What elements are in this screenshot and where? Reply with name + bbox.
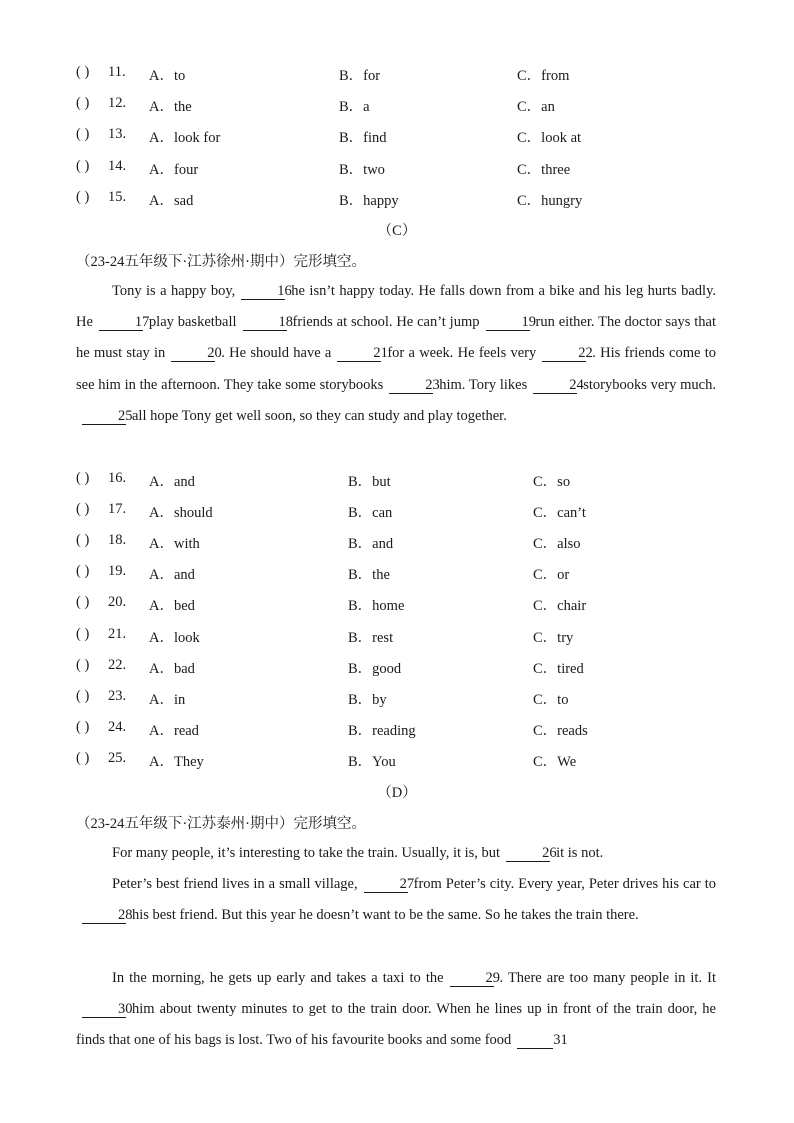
- option-a: A．read: [149, 723, 199, 739]
- blank-24[interactable]: 24: [533, 377, 577, 394]
- section-c-passage: Tony is a happy boy, 16he isn’t happy today. He falls down from a bike and his leg hurts badly. He 17play basketball 18friends at school. He can’t jump 19run either. The doctor says that he must stay in 20. He should have a 21for a week. He feels very 22. His friends come to see him in the afternoon. They take some storybooks 23him. Tory likes 24storybooks very much.25all hope Tony get well soon, so they can study and play together.: [76, 283, 716, 424]
- section-d-source: （23-24五年级下·江苏泰州·期中）完形填空。: [76, 816, 366, 832]
- blank-31[interactable]: 31: [517, 1032, 553, 1049]
- section-d-title: （D）: [377, 785, 417, 801]
- blank-16[interactable]: 16: [241, 283, 285, 300]
- blank-29[interactable]: 29: [450, 970, 494, 987]
- blank-20[interactable]: 20: [171, 345, 215, 362]
- option-c: C．try: [533, 630, 574, 646]
- blank-28[interactable]: 28: [82, 907, 126, 924]
- option-c: C．an: [517, 99, 555, 115]
- section-d-paragraph-2: Peter’s best friend lives in a small village, 27from Peter’s city. Every year, Peter drives his car to28his best friend. But this year he doesn’t want to be the same. So he takes the train there.: [76, 869, 716, 931]
- question-row: [76, 563, 736, 587]
- section-c-title: （C）: [377, 223, 417, 239]
- question-row: [76, 719, 736, 743]
- blank-19[interactable]: 19: [486, 314, 530, 331]
- option-c: C．also: [533, 536, 581, 552]
- option-c: C．from: [517, 68, 570, 84]
- option-c: C．tired: [533, 661, 584, 677]
- question-number: 15.: [108, 189, 127, 205]
- option-b: B．two: [339, 162, 385, 178]
- question-row: [76, 189, 736, 213]
- question-row: [76, 688, 736, 712]
- blank-26[interactable]: 26: [506, 845, 550, 862]
- question-number: 14.: [108, 158, 127, 174]
- option-a: A．and: [149, 474, 195, 490]
- option-a: A．four: [149, 162, 199, 178]
- answer-paren[interactable]: ( ): [76, 501, 90, 517]
- option-a: A．the: [149, 99, 192, 115]
- option-a: A．bed: [149, 598, 195, 614]
- option-b: B．home: [348, 598, 405, 614]
- option-c: C．to: [533, 692, 569, 708]
- section-d-paragraph-1: For many people, it’s interesting to take the train. Usually, it is, but 26it is not.: [112, 845, 604, 861]
- option-a: A．look for: [149, 130, 221, 146]
- option-a: A．to: [149, 68, 186, 84]
- question-number: 20.: [108, 594, 127, 610]
- answer-paren[interactable]: ( ): [76, 594, 90, 610]
- option-a: A．in: [149, 692, 186, 708]
- question-row: [76, 501, 736, 525]
- option-c: C．three: [517, 162, 571, 178]
- blank-18[interactable]: 18: [243, 314, 287, 331]
- option-b: B．but: [348, 474, 391, 490]
- answer-paren[interactable]: ( ): [76, 126, 90, 142]
- question-number: 12.: [108, 95, 127, 111]
- option-b: B．the: [348, 567, 390, 583]
- option-a: A．and: [149, 567, 195, 583]
- option-c: C．chair: [533, 598, 587, 614]
- option-b: B．You: [348, 754, 396, 770]
- answer-paren[interactable]: ( ): [76, 532, 90, 548]
- question-number: 11.: [108, 64, 126, 80]
- question-number: 17.: [108, 501, 127, 517]
- option-c: C．look at: [517, 130, 582, 146]
- option-a: A．They: [149, 754, 204, 770]
- option-a: A．look: [149, 630, 200, 646]
- option-a: A．with: [149, 536, 200, 552]
- blank-23[interactable]: 23: [389, 377, 433, 394]
- answer-paren[interactable]: ( ): [76, 750, 90, 766]
- blank-22[interactable]: 22: [542, 345, 586, 362]
- answer-paren[interactable]: ( ): [76, 189, 90, 205]
- question-number: 18.: [108, 532, 127, 548]
- option-b: B．rest: [348, 630, 394, 646]
- section-c-source: （23-24五年级下·江苏徐州·期中）完形填空。: [76, 254, 366, 270]
- question-row: [76, 750, 736, 774]
- option-c: C．hungry: [517, 193, 583, 209]
- answer-paren[interactable]: ( ): [76, 657, 90, 673]
- question-row: [76, 126, 736, 150]
- option-b: B．happy: [339, 193, 399, 209]
- question-number: 25.: [108, 750, 127, 766]
- blank-17[interactable]: 17: [99, 314, 143, 331]
- question-number: 22.: [108, 657, 127, 673]
- option-a: A．bad: [149, 661, 195, 677]
- answer-paren[interactable]: ( ): [76, 626, 90, 642]
- option-a: A．sad: [149, 193, 194, 209]
- option-c: C．can’t: [533, 505, 586, 521]
- section-d-paragraph-3: In the morning, he gets up early and takes a taxi to the 29. There are too many people in it. It30him about twenty minutes to get to the train door. When he lines up in front of the train door, he finds that one of his bags is lost. Two of his favourite books and some food 31: [76, 970, 716, 1049]
- question-number: 23.: [108, 688, 127, 704]
- question-number: 13.: [108, 126, 127, 142]
- answer-paren[interactable]: ( ): [76, 95, 90, 111]
- question-number: 21.: [108, 626, 127, 642]
- answer-paren[interactable]: ( ): [76, 688, 90, 704]
- option-b: B．find: [339, 130, 387, 146]
- question-row: [76, 470, 736, 494]
- option-a: A．should: [149, 505, 213, 521]
- question-number: 24.: [108, 719, 127, 735]
- blank-21[interactable]: 21: [337, 345, 381, 362]
- option-c: C．or: [533, 567, 570, 583]
- option-b: B．a: [339, 99, 370, 115]
- question-row: [76, 158, 736, 182]
- option-c: C．reads: [533, 723, 588, 739]
- answer-paren[interactable]: ( ): [76, 563, 90, 579]
- question-number: 19.: [108, 563, 127, 579]
- option-c: C．so: [533, 474, 571, 490]
- option-b: B．by: [348, 692, 387, 708]
- question-row: [76, 95, 736, 119]
- question-number: 16.: [108, 470, 127, 486]
- option-b: B．for: [339, 68, 381, 84]
- question-row: [76, 532, 736, 556]
- option-b: B．can: [348, 505, 393, 521]
- option-b: B．and: [348, 536, 394, 552]
- answer-paren[interactable]: ( ): [76, 470, 90, 486]
- question-row: [76, 626, 736, 650]
- answer-paren[interactable]: ( ): [76, 719, 90, 735]
- answer-paren[interactable]: ( ): [76, 158, 90, 174]
- blank-25[interactable]: 25: [82, 408, 126, 425]
- option-b: B．good: [348, 661, 402, 677]
- option-b: B．reading: [348, 723, 416, 739]
- option-c: C．We: [533, 754, 577, 770]
- question-row: [76, 64, 736, 88]
- blank-27[interactable]: 27: [364, 876, 408, 893]
- blank-30[interactable]: 30: [82, 1001, 126, 1018]
- question-row: [76, 657, 736, 681]
- question-row: [76, 594, 736, 618]
- answer-paren[interactable]: ( ): [76, 64, 90, 80]
